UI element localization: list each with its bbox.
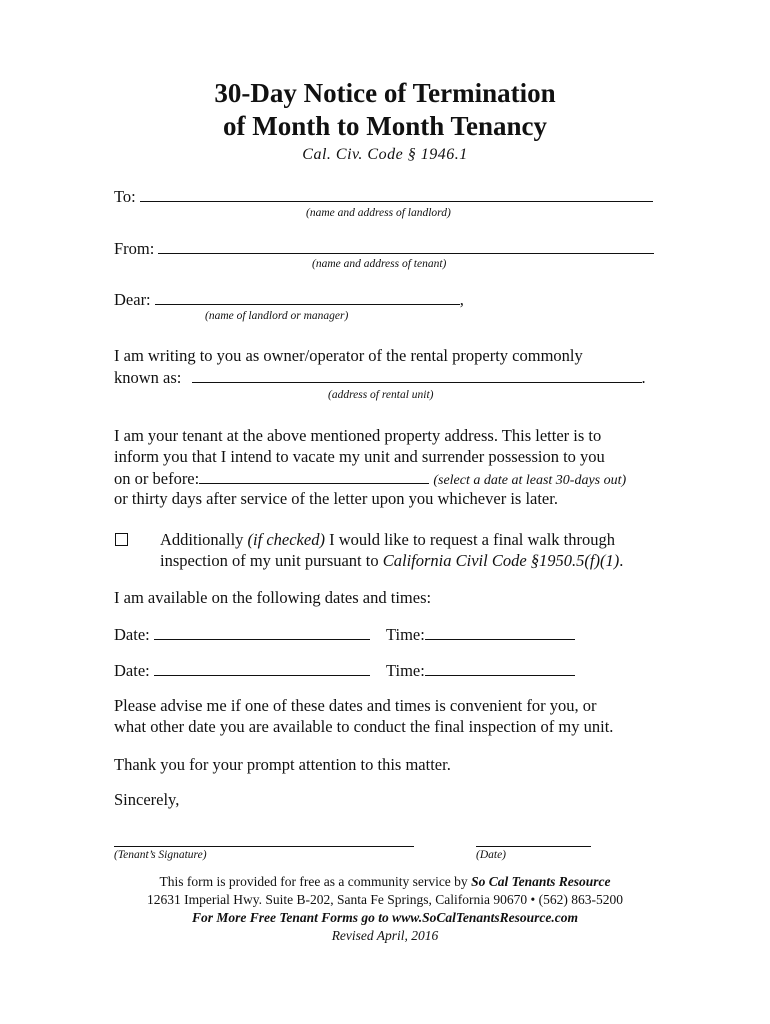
para1-line1: I am writing to you as owner/operator of the rental property commonly (114, 346, 583, 365)
to-label: To: (114, 187, 136, 206)
signature-date-line[interactable] (476, 846, 591, 847)
time-label: Time: (386, 625, 425, 644)
walkthrough-text-b: I would like to request a final walk through (324, 530, 616, 549)
known-as-period: . (641, 368, 646, 387)
date-caption: (Date) (476, 849, 507, 861)
property-address-row (114, 367, 646, 388)
known-as-label: known as: (114, 368, 182, 387)
from-label: From: (114, 239, 155, 258)
to-caption: (name and address of landlord) (306, 207, 451, 219)
walkthrough-text-c: inspection of my unit pursuant to (160, 551, 383, 570)
dear-row (114, 289, 464, 310)
dear-comma: , (459, 290, 464, 309)
time-field[interactable] (425, 624, 575, 640)
signature-caption: (Tenant’s Signature) (114, 849, 207, 861)
para2-line2: inform you that I intend to vacate my unit and surrender possession to you (114, 447, 605, 466)
vacate-date-row (114, 468, 626, 489)
document-title-line1: 30-Day Notice of Termination (214, 78, 556, 108)
para2-line4: or thirty days after service of the letter upon you whichever is later. (114, 489, 558, 508)
advise-line2: what other date you are available to conduct the final inspection of my unit. (114, 717, 614, 736)
code-reference: Cal. Civ. Code § 1946.1 (302, 146, 468, 163)
from-field[interactable] (158, 238, 654, 254)
thanks-line: Thank you for your prompt attention to this matter. (114, 755, 451, 774)
footer-service-text: This form is provided for free as a community service by (159, 874, 472, 889)
footer-address: 12631 Imperial Hwy. Suite B-202, Santa Fe Springs, California 90670 • (562) 863-5200 (147, 892, 623, 907)
from-caption: (name and address of tenant) (312, 258, 447, 270)
footer-line1 (0, 874, 770, 890)
availability-row-time (386, 624, 575, 645)
on-or-before-label: on or before: (114, 469, 200, 488)
property-address-field[interactable] (192, 367, 642, 383)
walkthrough-checkbox[interactable] (115, 533, 128, 546)
availability-row-time (386, 660, 575, 681)
dear-label: Dear: (114, 290, 151, 309)
walkthrough-line1 (160, 530, 615, 550)
walkthrough-line2 (160, 551, 623, 571)
from-row (114, 238, 654, 259)
walkthrough-period: . (619, 551, 624, 570)
date-label: Date: (114, 661, 150, 680)
availability-row (114, 660, 370, 681)
sincerely-line: Sincerely, (114, 790, 180, 809)
property-address-caption: (address of rental unit) (328, 389, 434, 401)
para2-line1: I am your tenant at the above mentioned property address. This letter is to (114, 426, 602, 445)
vacate-date-field[interactable] (199, 468, 429, 484)
date-label: Date: (114, 625, 150, 644)
vacate-date-note: (select a date at least 30-days out) (433, 473, 627, 488)
to-field[interactable] (140, 186, 653, 202)
availability-intro: I am available on the following dates and times: (114, 588, 432, 607)
dear-field[interactable] (155, 289, 460, 305)
footer-revised: Revised April, 2016 (331, 928, 439, 943)
walkthrough-text-a: Additionally (160, 530, 248, 549)
document-title-line2: of Month to Month Tenancy (222, 111, 548, 141)
advise-line1: Please advise me if one of these dates and times is convenient for you, or (114, 696, 597, 715)
time-field[interactable] (425, 660, 575, 676)
date-field[interactable] (154, 624, 370, 640)
time-label: Time: (386, 661, 425, 680)
footer-organization: So Cal Tenants Resource (471, 874, 611, 889)
date-field[interactable] (154, 660, 370, 676)
dear-caption: (name of landlord or manager) (205, 310, 349, 322)
to-row (114, 186, 653, 207)
civil-code-citation: California Civil Code §1950.5(f)(1) (382, 551, 620, 570)
if-checked-text: (if checked) (247, 530, 325, 549)
footer-website-line: For More Free Tenant Forms go to www.SoCalTenantsResource.com (192, 910, 578, 925)
signature-line[interactable] (114, 846, 414, 847)
availability-row (114, 624, 370, 645)
